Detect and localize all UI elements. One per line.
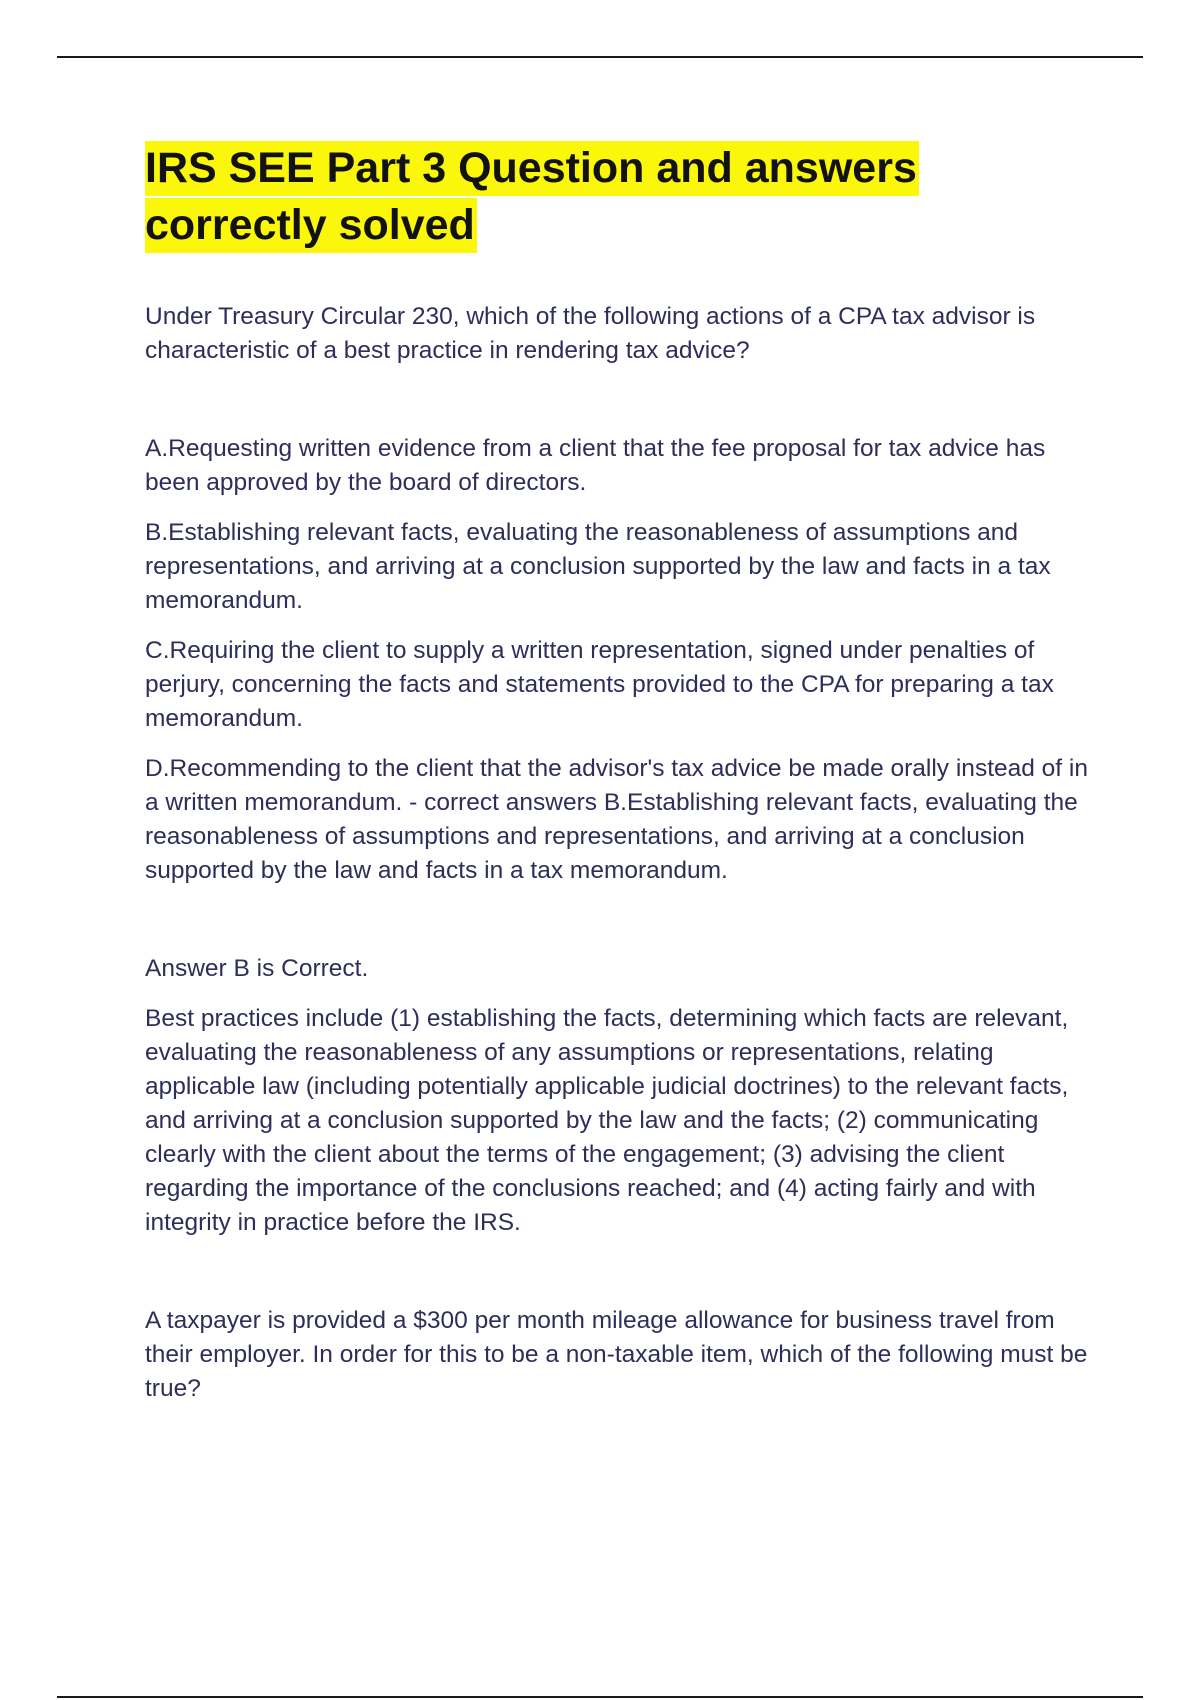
question-1-option-b: B.Establishing relevant facts, evaluating the reasonableness of assumptions and representations, and arriving at a conclusion supported by the law and facts in a tax memorandum. bbox=[145, 519, 1051, 614]
question-1-option-d: D.Recommending to the client that the advisor's tax advice be made orally instead of in a written memorandum. - correct answers B.Establishing relevant facts, evaluating the reasonableness of assumptions and representations, and arriving at a conclusion supported by the law and facts in a tax memorandum. bbox=[145, 755, 1088, 884]
question-1-option-c: C.Requiring the client to supply a written representation, signed under penalties of perjury, concerning the facts and statements provided to the CPA for preparing a tax memorandum. bbox=[145, 637, 1054, 732]
question-2-text: A taxpayer is provided a $300 per month mileage allowance for business travel from their employer. In order for this to be a non-taxable item, which of the following must be true? bbox=[145, 1307, 1088, 1402]
question-1-option-a: A.Requesting written evidence from a client that the fee proposal for tax advice has been approved by the board of directors. bbox=[145, 435, 1046, 496]
bottom-rule bbox=[57, 1696, 1143, 1698]
title-line-1: IRS SEE Part 3 Question and answers bbox=[145, 144, 917, 192]
answer-explanation: Best practices include (1) establishing the facts, determining which facts are relevant, evaluating the reasonableness of any assumptions or representations, relating applicable law (including potentially applicable judicial doctrines) to the relevant facts, and arriving at a conclusion supported by the law and the facts; (2) communicating clearly with the client about the terms of the engagement; (3) advising the client regarding the importance of the conclusions reached; and (4) acting fairly and with integrity in practice before the IRS. bbox=[145, 1005, 1069, 1236]
document-content bbox=[145, 140, 1105, 1406]
question-1-text: Under Treasury Circular 230, which of the following actions of a CPA tax advisor is characteristic of a best practice in rendering tax advice? bbox=[145, 303, 1036, 364]
title-line-2: correctly solved bbox=[145, 201, 475, 249]
answer-heading: Answer B is Correct. bbox=[145, 955, 369, 982]
top-rule bbox=[57, 56, 1143, 58]
page-title bbox=[145, 140, 1105, 254]
title-highlight bbox=[145, 141, 919, 253]
